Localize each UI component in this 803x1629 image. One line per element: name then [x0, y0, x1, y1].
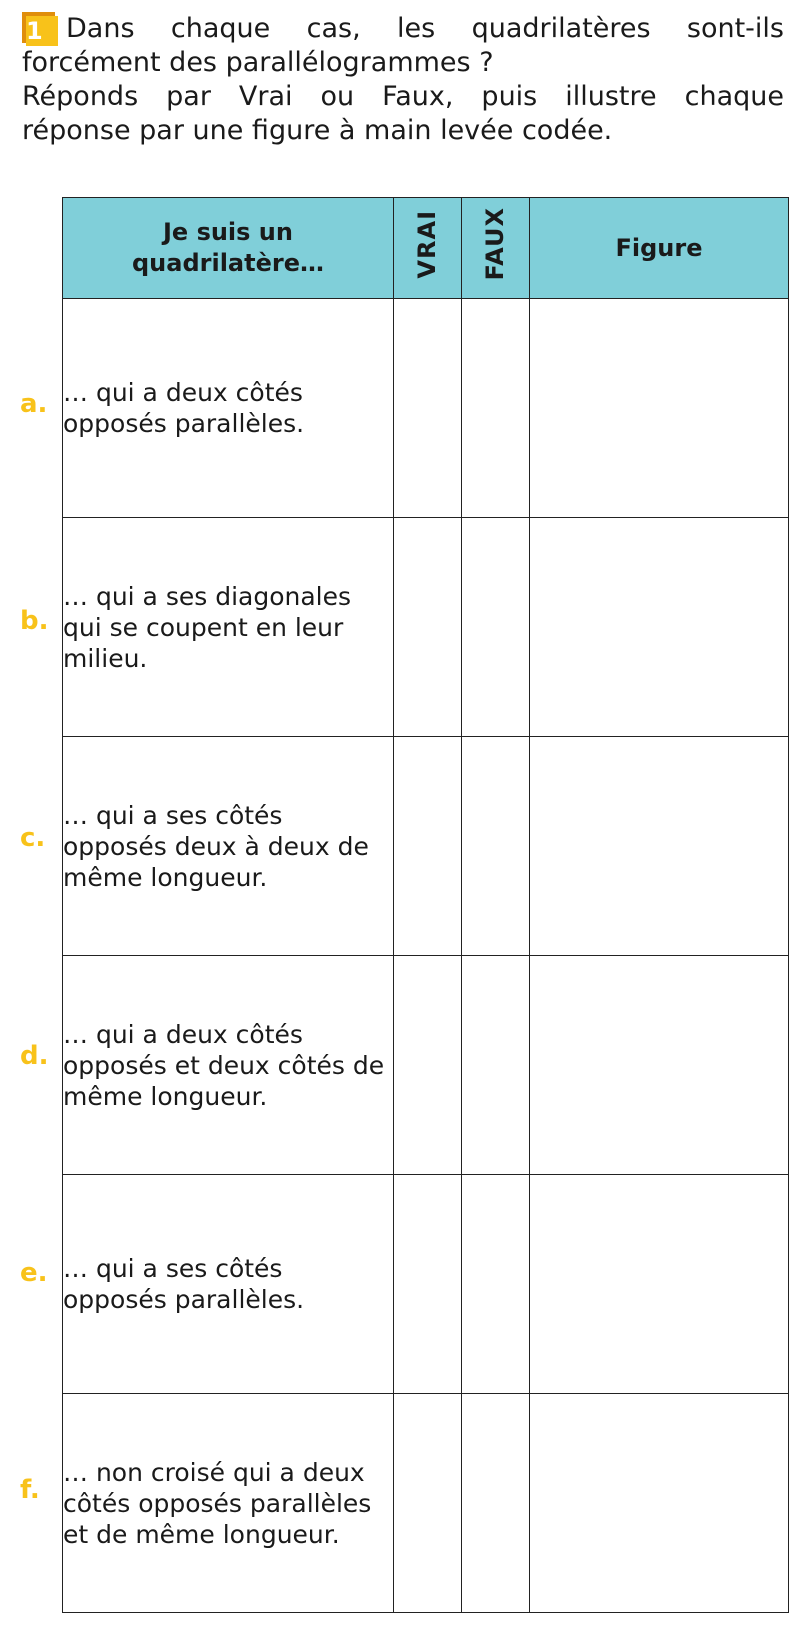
header-faux: FAUX	[462, 198, 530, 299]
faux-cell[interactable]	[462, 1394, 530, 1613]
row-letter-e: e.	[20, 1258, 48, 1288]
instruction-line-2: forcément des parallélogrammes ?	[22, 47, 494, 78]
faux-cell[interactable]	[462, 518, 530, 737]
header-statement: Je suis un quadrilatère…	[63, 198, 394, 299]
faux-cell[interactable]	[462, 299, 530, 518]
exercise-number: 1	[26, 16, 58, 46]
row-letter-f: f.	[20, 1475, 40, 1505]
row-letter-d: d.	[20, 1041, 49, 1071]
vrai-cell[interactable]	[394, 737, 462, 956]
header-figure: Figure	[530, 198, 789, 299]
table-row	[63, 956, 789, 1175]
statement-cell: … qui a ses côtés opposés deux à deux de même longueur.	[63, 737, 394, 956]
figure-cell[interactable]	[530, 1394, 789, 1613]
statement-cell: … qui a deux côtés opposés et deux côtés de même longueur.	[63, 956, 394, 1175]
row-letter-a: a.	[20, 389, 48, 419]
statement-cell: … qui a ses côtés opposés parallèles.	[63, 1175, 394, 1394]
figure-cell[interactable]	[530, 1175, 789, 1394]
row-letter-b: b.	[20, 606, 49, 636]
statement-cell: … qui a deux côtés opposés parallèles.	[63, 299, 394, 518]
faux-cell[interactable]	[462, 737, 530, 956]
table-row	[63, 737, 789, 956]
vrai-cell[interactable]	[394, 299, 462, 518]
exercise-number-badge	[22, 12, 58, 46]
row-letter-c: c.	[20, 823, 46, 853]
vrai-cell[interactable]	[394, 1175, 462, 1394]
faux-cell[interactable]	[462, 1175, 530, 1394]
vrai-cell[interactable]	[394, 1394, 462, 1613]
figure-cell[interactable]	[530, 956, 789, 1175]
statement-cell: … qui a ses diagonales qui se coupent en leur milieu.	[63, 518, 394, 737]
instruction-text-1: Dans chaque cas, les quadrilatères sont-ils	[66, 13, 784, 44]
header-vrai: VRAI	[394, 198, 462, 299]
vrai-cell[interactable]	[394, 956, 462, 1175]
answer-table	[62, 197, 789, 1613]
instruction-line-3: Réponds par Vrai ou Faux, puis illustre chaque	[22, 81, 784, 112]
table-row	[63, 299, 789, 518]
table-row	[63, 1394, 789, 1613]
vrai-cell[interactable]	[394, 518, 462, 737]
faux-cell[interactable]	[462, 956, 530, 1175]
exercise-instructions	[22, 12, 784, 148]
figure-cell[interactable]	[530, 737, 789, 956]
figure-cell[interactable]	[530, 299, 789, 518]
table-row	[63, 518, 789, 737]
table-header-row	[63, 198, 789, 299]
instruction-line-4: réponse par une figure à main levée codée.	[22, 115, 613, 146]
figure-cell[interactable]	[530, 518, 789, 737]
table-row	[63, 1175, 789, 1394]
instruction-line-1	[22, 12, 784, 46]
statement-cell: … non croisé qui a deux côtés opposés parallèles et de même longueur.	[63, 1394, 394, 1613]
